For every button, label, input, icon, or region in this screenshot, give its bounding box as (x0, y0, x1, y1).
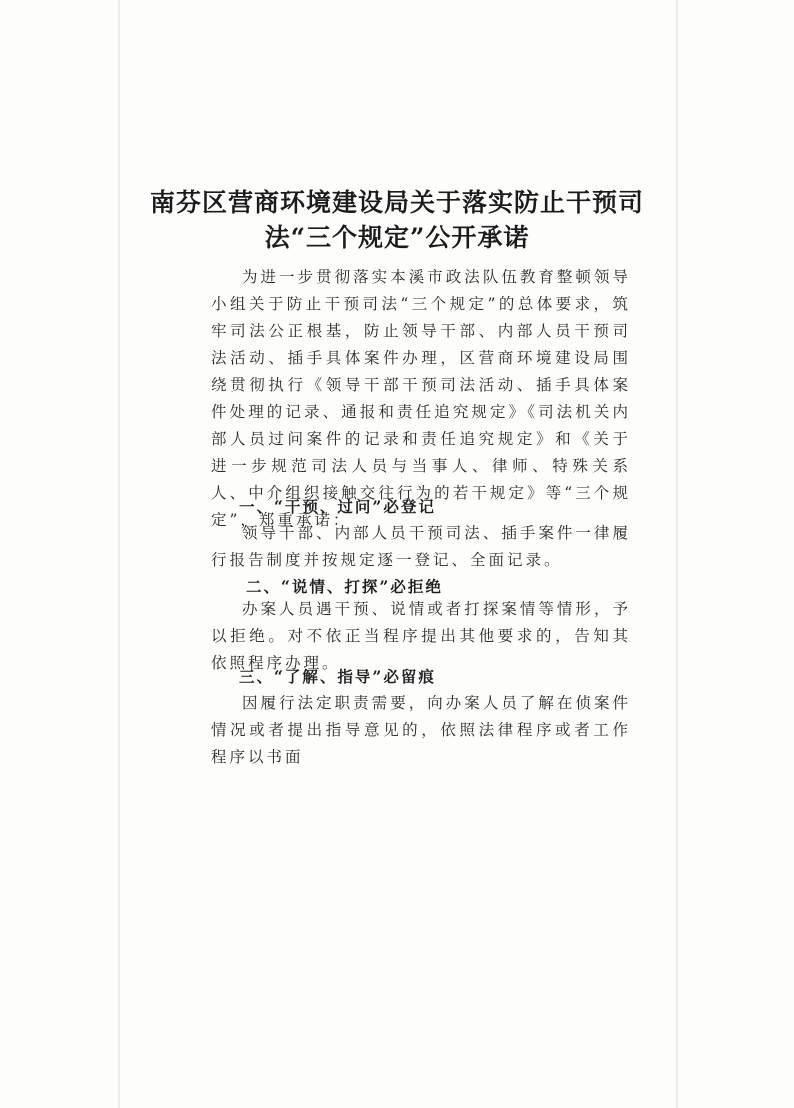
scan-shadow-right (676, 0, 678, 1108)
section-text-1: 领导干部、内部人员干预司法、插手案件一律履行报告制度并按规定逐一登记、全面记录。 (211, 524, 631, 569)
document-title-line2: 法“三个规定”公开承诺 (264, 223, 530, 252)
section-text-2: 办案人员遇干预、说情或者打探案情等情形，予以拒绝。对不依正当程序提出其他要求的，告知其依照程序办理。 (211, 600, 631, 672)
section-heading-3: 三、“了解、指导”必留痕 (239, 667, 436, 686)
section-text-3: 因履行法定职责需要，向办案人员了解在侦案件情况或者提出指导意见的，依照法律程序或者工作程序以书面 (211, 694, 631, 766)
document-title-line1: 南芬区营商环境建设局关于落实防止干预司 (149, 188, 644, 217)
section-heading-2: 二、“说情、打探”必拒绝 (246, 577, 443, 596)
section-heading-1: 一、“干预、过问”必登记 (239, 497, 436, 516)
intro-paragraph: 为进一步贯彻落实本溪市政法队伍教育整顿领导小组关于防止干预司法“三个规定”的总体要求，筑牢司法公正根基，防止领导干部、内部人员干预司法活动、插手具体案件办理，区营商环境建设局围绕贯彻执行《领导干部干预司法活动、插手具体案件处理的记录、通报和责任追究规定》《司法机关内部人员过问案件的记录和责任追究规定》和《关于进一步规范司法人员与当事人、律师、特殊关系人、中介组织接触交往行为的若干规定》等“三个规定”，郑重承诺： (211, 268, 631, 529)
scan-shadow-left (118, 0, 120, 1108)
